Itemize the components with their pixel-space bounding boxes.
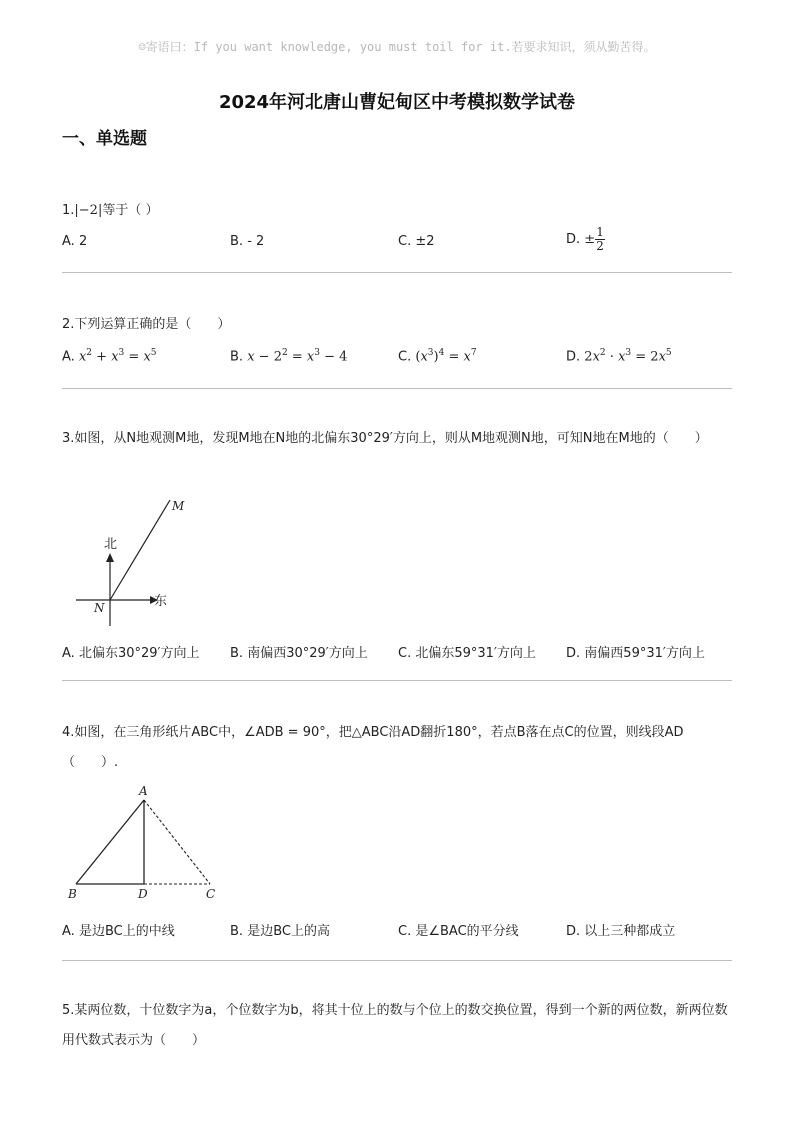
question-3-stem: 3.如图，从N地观测M地，发现M地在N地的北偏东30°29′方向上，则从M地观测N地，可知N地在M地的（ ）: [62, 431, 708, 446]
q4-option-b[interactable]: B. 是边BC上的高: [230, 924, 330, 939]
section-heading: 一、单选题: [62, 129, 147, 149]
q1-option-b[interactable]: B. - 2: [230, 234, 265, 249]
q2-option-d[interactable]: D. $2x^2 \cdot x^3 = 2x^5$: [566, 348, 672, 365]
ray-nm: [110, 500, 170, 600]
exam-title: 2024年河北唐山曹妃甸区中考模拟数学试卷: [218, 92, 576, 113]
label-m: M: [172, 499, 185, 513]
q1-option-a[interactable]: A. 2: [62, 234, 88, 249]
triangle-figure: [66, 784, 226, 904]
q3-option-d[interactable]: D. 南偏西59°31′方向上: [566, 646, 705, 661]
label-d: D: [138, 887, 148, 901]
divider: [62, 960, 732, 961]
side-ac-dashed: [144, 800, 210, 884]
abs-expression: |−2|: [74, 203, 103, 218]
label-north: 北: [104, 537, 118, 552]
question-1-stem: 1.|−2|等于（ ）: [62, 203, 159, 218]
question-2-stem: 2.下列运算正确的是（ ）: [62, 317, 231, 332]
divider: [62, 272, 732, 273]
label-b: B: [68, 887, 77, 901]
label-a: A: [139, 784, 148, 798]
divider: [62, 388, 732, 389]
north-arrow: [106, 553, 114, 562]
label-c: C: [206, 887, 216, 901]
q3-option-a[interactable]: A. 北偏东30°29′方向上: [62, 646, 200, 661]
q3-option-c[interactable]: C. 北偏东59°31′方向上: [398, 646, 536, 661]
q4-option-c[interactable]: C. 是∠BAC的平分线: [398, 924, 519, 939]
question-4-stem: 4.如图，在三角形纸片ABC中，∠ADB = 90°，把△ABC沿AD翻折180°，若点B落在点C的位置，则线段AD（ ）.: [62, 725, 684, 770]
side-ab: [76, 800, 144, 884]
label-n: N: [94, 601, 105, 615]
label-east: 东: [154, 594, 168, 609]
q3-option-b[interactable]: B. 南偏西30°29′方向上: [230, 646, 368, 661]
divider: [62, 680, 732, 681]
q2-option-a[interactable]: A. $x^2 + x^3 = x^5$: [62, 348, 157, 365]
compass-figure: [70, 496, 200, 636]
q1-option-d[interactable]: D. ± $\frac{1}{2}$: [566, 225, 604, 253]
watermark: ☺寄语曰：If you want knowledge, you must toil for it.若要求知识，须从勤苦得。: [138, 40, 656, 54]
fraction: $\frac{1}{2}$: [596, 225, 604, 253]
q4-option-d[interactable]: D. 以上三种都成立: [566, 924, 676, 939]
q4-option-a[interactable]: A. 是边BC上的中线: [62, 924, 175, 939]
q2-option-c[interactable]: C. $(x^3)^4 = x^7$: [398, 348, 477, 365]
q1-option-c[interactable]: C. ±2: [398, 234, 435, 249]
q2-option-b[interactable]: B. $x - 2^2 = x^3 - 4$: [230, 348, 348, 365]
question-5-stem: 5.某两位数，十位数字为a，个位数字为b，将其十位上的数与个位上的数交换位置，得到一个新的两位数，新两位数用代数式表示为（ ）: [62, 1003, 728, 1048]
